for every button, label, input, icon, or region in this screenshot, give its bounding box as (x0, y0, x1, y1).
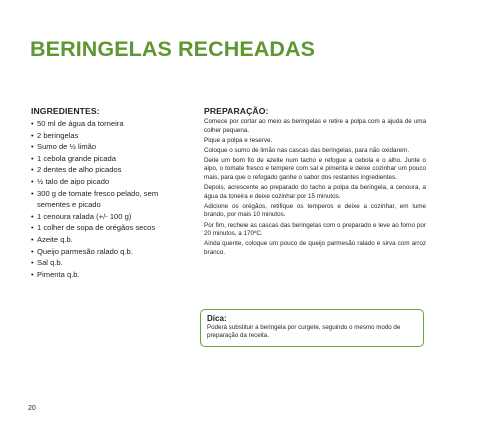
ingredient-item: • Sumo de ½ limão (31, 141, 191, 153)
ingredients-section (31, 106, 191, 280)
preparation-steps (204, 118, 426, 257)
preparation-step: Ainda quente, coloque um pouco de queijo parmesão ralado e sirva com arroz branco. (204, 240, 426, 256)
page-number: 20 (28, 405, 36, 412)
ingredient-item: • 50 ml de água da torneira (31, 118, 191, 130)
ingredients-heading: INGREDIENTES: (31, 106, 100, 116)
preparation-step: Pique a polpa e reserve. (204, 136, 273, 144)
ingredient-item: • Pimenta q.b. (31, 269, 191, 281)
preparation-step: Comece por cortar ao meio as beringelas e retire a polpa com a ajuda de uma colher pequena. (204, 118, 426, 134)
preparation-step: Por fim, recheie as cascas das beringelas com o preparado e leve ao forno por 20 minutos, a 170ºC. (204, 221, 426, 238)
preparation-step: Coloque o sumo de limão nas cascas das beringelas, para não oxidarem. (204, 146, 410, 154)
preparation-step: Depois, acrescente ao preparado do tacho a polpa da beringela, a cenoura, a água da toneira e deixe cozinhar por 15 minutos. (204, 184, 426, 200)
ingredient-item: • Sal q.b. (31, 257, 191, 269)
preparation-step: Adicione os orégãos, retifique os temperos e deixe a cozinhar, em lume brando, por mais 10 minutos. (204, 202, 426, 219)
preparation-section (204, 106, 426, 259)
ingredient-item: • 300 g de tomate fresco pelado, sem sementes e picado (31, 188, 191, 211)
tip-heading: Dica: (207, 314, 227, 323)
ingredients-list (31, 118, 191, 280)
ingredient-item: • Azeite q.b. (31, 234, 191, 246)
ingredient-item: • 1 cebola grande picada (31, 153, 191, 165)
tip-box (200, 309, 424, 347)
ingredient-item: • 1 colher de sopa de orégãos secos (31, 222, 191, 234)
ingredient-item: • 2 dentes de alho picados (31, 164, 191, 176)
recipe-title: BERINGELAS RECHEADAS (30, 37, 316, 61)
preparation-heading: PREPARAÇÃO: (204, 106, 269, 116)
ingredient-item: • 2 beringelas (31, 130, 191, 142)
ingredient-item: • 1 cenoura ralada (+/- 100 g) (31, 211, 191, 223)
ingredient-item: • Queijo parmesão ralado q.b. (31, 246, 191, 258)
tip-text: Poderá substituir a beringela por curgete, seguindo o mesmo modo de preparação da receita. (207, 324, 401, 339)
preparation-step: Deite um bom fio de azeite num tacho e refogue a cebola e o alho. Junte o aipo, o tomate fresco e tempere com sal e pimenta e deixe cozinhar um pouco mais, para que o refogado ganhe o sabor dos restantes ingredientes. (204, 156, 426, 182)
ingredient-item: • ½ talo de aipo picado (31, 176, 191, 188)
